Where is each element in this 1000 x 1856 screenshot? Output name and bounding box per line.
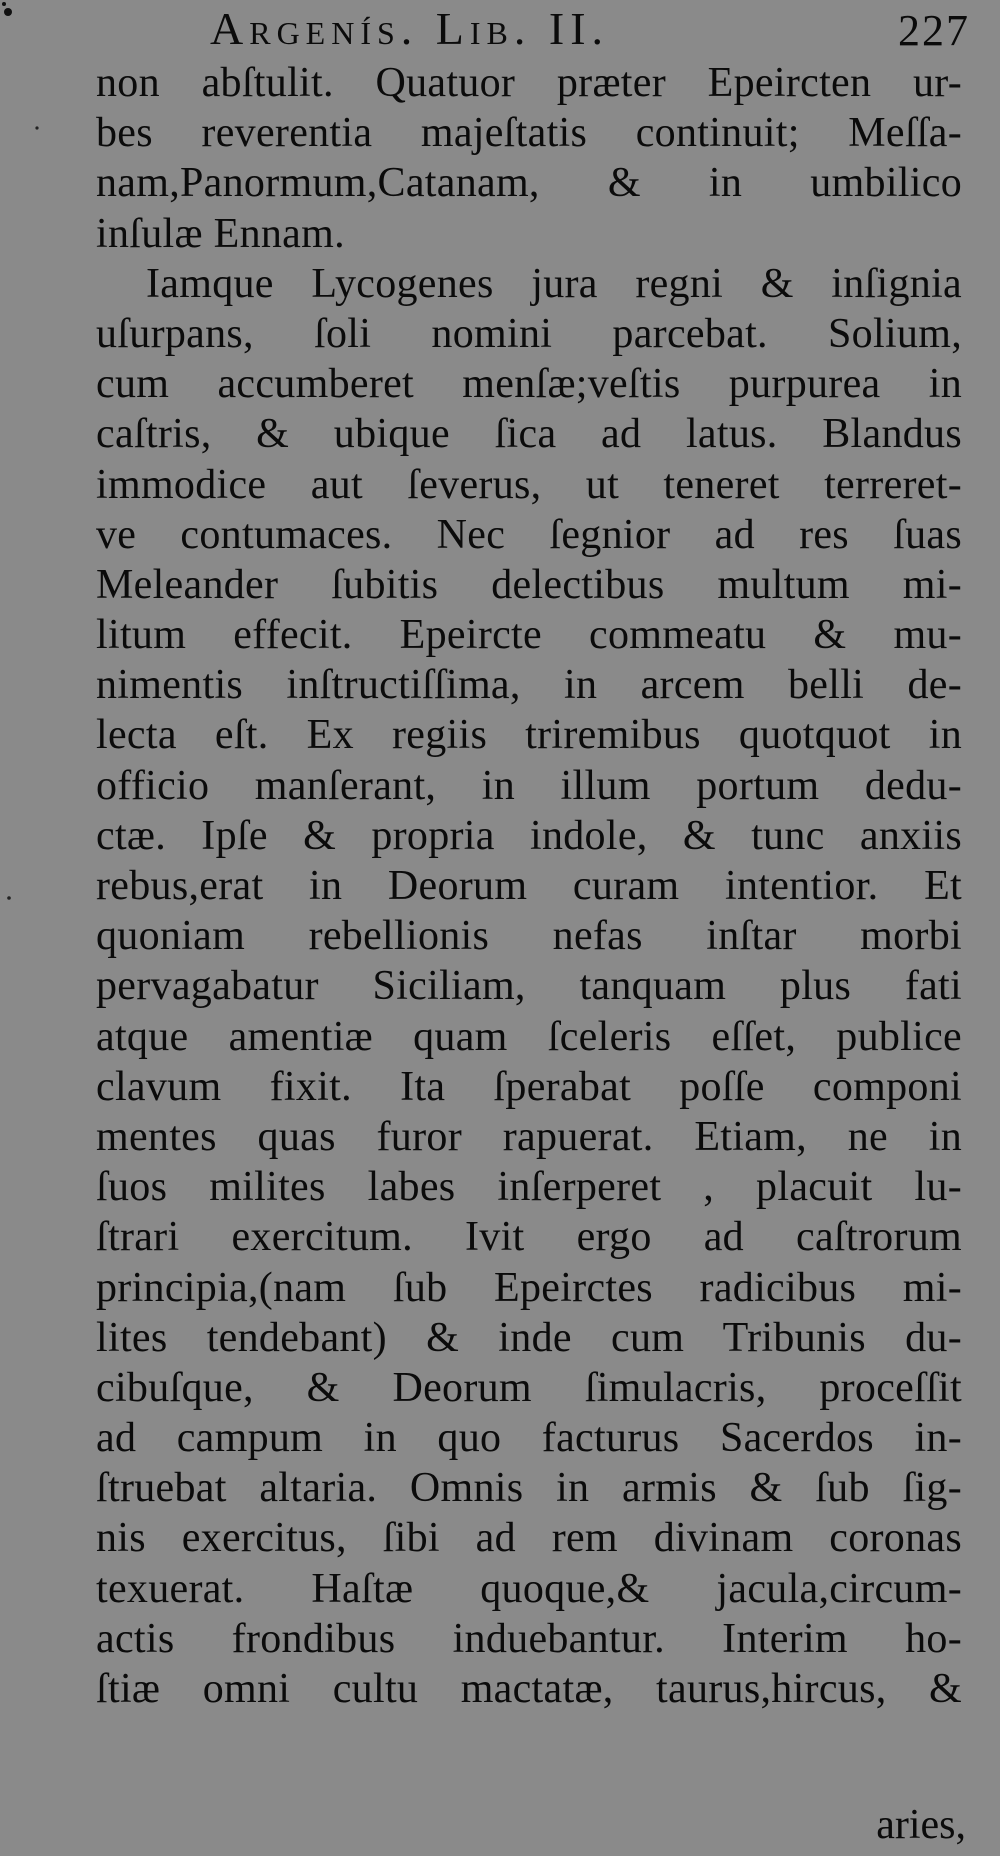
text-line: uſurpans, ſoli nomini parcebat. Solium, bbox=[96, 310, 962, 357]
text-line: cibuſque, & Deorum ſimulacris, proceſſit bbox=[96, 1364, 962, 1411]
text-line: actis frondibus induebantur. Interim ho- bbox=[96, 1615, 962, 1662]
text-line: mentes quas furor rapuerat. Etiam, ne in bbox=[96, 1113, 962, 1160]
page-header bbox=[210, 4, 970, 54]
text-line: principia,(nam ſub Epeirctes radicibus mi- bbox=[96, 1264, 962, 1311]
text-line: ſtrari exercitum. Ivit ergo ad caſtrorum bbox=[96, 1214, 962, 1261]
text-line: caſtris, & ubique ſica ad latus. Blandus bbox=[96, 411, 962, 458]
text-line: lecta eſt. Ex regiis triremibus quotquot in bbox=[96, 712, 962, 759]
running-title: Argenís. Lib. II. bbox=[210, 3, 610, 54]
text-line: cum accumberet menſæ;veſtis purpurea in bbox=[96, 361, 962, 408]
paragraph-start-line: Iamque Lycogenes jura regni & inſignia bbox=[146, 260, 962, 307]
text-line: non abſtulit. Quatuor præter Epeircten ur- bbox=[96, 60, 962, 106]
text-line: ſtruebat altaria. Omnis in armis & ſub ſig- bbox=[96, 1465, 962, 1512]
text-line: ctæ. Ipſe & propria indole, & tunc anxiis bbox=[96, 812, 962, 859]
text-line: Meleander ſubitis delectibus multum mi- bbox=[96, 561, 962, 608]
text-line: quoniam rebellionis nefas inſtar morbi bbox=[96, 913, 962, 960]
text-line: nimentis inſtructiſſima, in arcem belli de- bbox=[96, 662, 962, 709]
text-line: lites tendebant) & inde cum Tribunis du- bbox=[96, 1314, 962, 1361]
text-line: inſulæ Ennam. bbox=[96, 210, 345, 257]
text-line: rebus,erat in Deorum curam intentior. Et bbox=[96, 863, 962, 909]
text-line: ſtiæ omni cultu mactatæ, taurus,hircus, & bbox=[96, 1666, 962, 1712]
catchword: aries, bbox=[876, 1802, 966, 1848]
text-line: nis exercitus, ſibi ad rem divinam coronas bbox=[96, 1515, 962, 1562]
text-line: clavum fixit. Ita ſperabat poſſe componi bbox=[96, 1063, 962, 1110]
text-line: immodice aut ſeverus, ut teneret terreret- bbox=[96, 461, 962, 508]
text-line: pervagabatur Siciliam, tanquam plus fati bbox=[96, 963, 962, 1010]
text-line: litum effecit. Epeircte commeatu & mu- bbox=[96, 612, 962, 659]
page-number: 227 bbox=[898, 6, 970, 55]
text-line: bes reverentia majeſtatis continuit; Meſſa- bbox=[96, 110, 962, 157]
text-line: officio manſerant, in illum portum dedu- bbox=[96, 762, 962, 809]
text-line: atque amentiæ quam ſceleris eſſet, publice bbox=[96, 1013, 962, 1060]
text-line: texuerat. Haſtæ quoque,& jacula,circum- bbox=[96, 1565, 962, 1612]
text-line: ad campum in quo facturus Sacerdos in- bbox=[96, 1415, 962, 1462]
text-line: nam,Panormum,Catanam, & in umbilico bbox=[96, 160, 962, 207]
text-line: ſuos milites labes inſerperet , placuit lu- bbox=[96, 1164, 962, 1211]
text-line: ve contumaces. Nec ſegnior ad res ſuas bbox=[96, 511, 962, 558]
body-text bbox=[96, 58, 962, 1714]
